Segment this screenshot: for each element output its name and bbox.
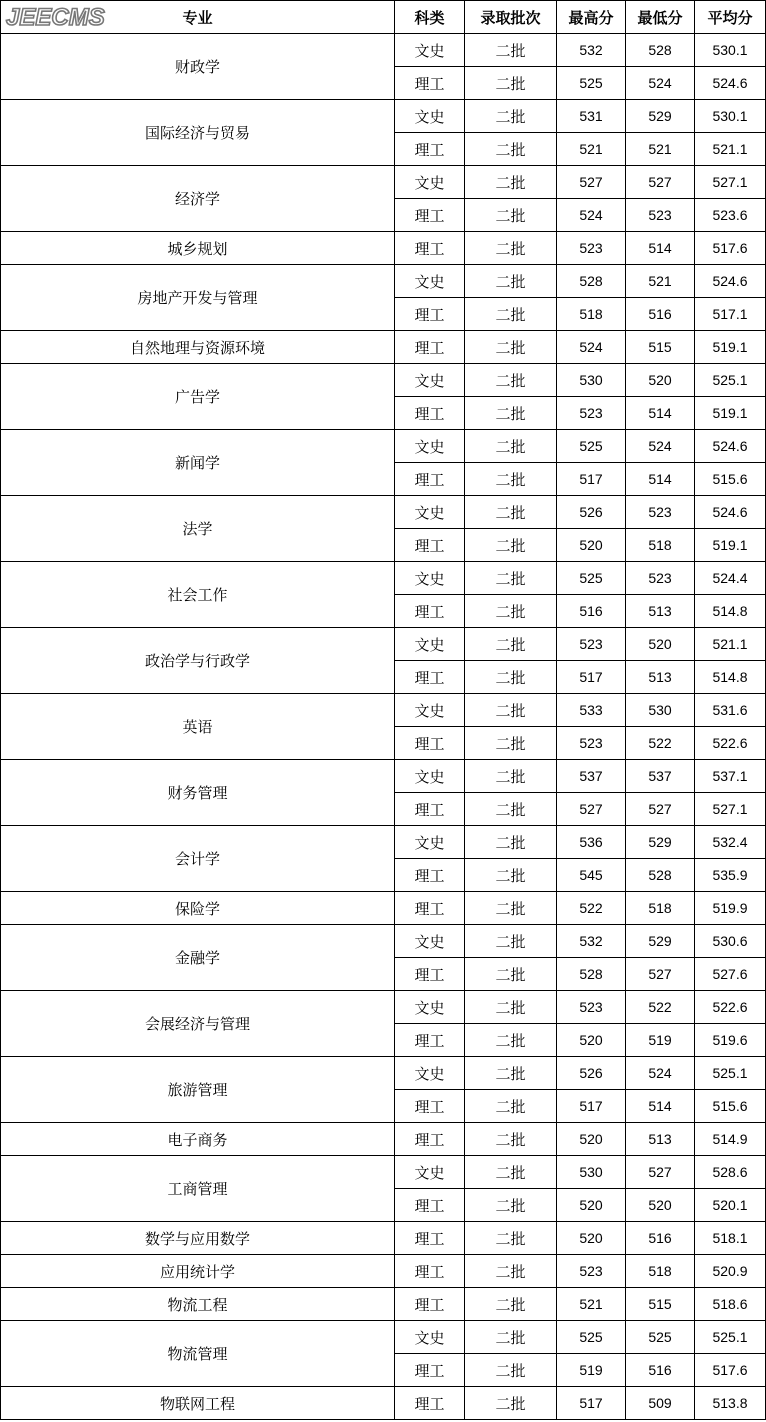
table-row — [1, 100, 766, 133]
min-cell: 529 — [626, 925, 695, 958]
major-cell: 新闻学 — [1, 430, 395, 496]
max-cell: 523 — [557, 397, 626, 430]
major-cell: 社会工作 — [1, 562, 395, 628]
max-cell: 537 — [557, 760, 626, 793]
table-row — [1, 1057, 766, 1090]
avg-cell: 522.6 — [695, 727, 766, 760]
table-row — [1, 694, 766, 727]
max-cell: 525 — [557, 562, 626, 595]
avg-cell: 537.1 — [695, 760, 766, 793]
min-cell: 519 — [626, 1024, 695, 1057]
batch-cell: 二批 — [465, 430, 557, 463]
avg-cell: 527.1 — [695, 166, 766, 199]
category-cell: 文史 — [395, 364, 465, 397]
min-cell: 529 — [626, 826, 695, 859]
major-cell: 物流工程 — [1, 1288, 395, 1321]
avg-cell: 531.6 — [695, 694, 766, 727]
major-cell: 工商管理 — [1, 1156, 395, 1222]
batch-cell: 二批 — [465, 1255, 557, 1288]
avg-cell: 525.1 — [695, 1057, 766, 1090]
header-max: 最高分 — [557, 1, 626, 34]
max-cell: 520 — [557, 529, 626, 562]
category-cell: 理工 — [395, 727, 465, 760]
major-cell: 英语 — [1, 694, 395, 760]
min-cell: 514 — [626, 232, 695, 265]
max-cell: 521 — [557, 133, 626, 166]
max-cell: 519 — [557, 1354, 626, 1387]
min-cell: 525 — [626, 1321, 695, 1354]
category-cell: 文史 — [395, 430, 465, 463]
max-cell: 523 — [557, 232, 626, 265]
header-row — [1, 1, 766, 34]
svg-text:JEECMS: JEECMS — [6, 4, 105, 30]
min-cell: 527 — [626, 166, 695, 199]
min-cell: 520 — [626, 364, 695, 397]
batch-cell: 二批 — [465, 1189, 557, 1222]
avg-cell: 524.6 — [695, 67, 766, 100]
batch-cell: 二批 — [465, 1024, 557, 1057]
table-row — [1, 496, 766, 529]
batch-cell: 二批 — [465, 760, 557, 793]
max-cell: 526 — [557, 1057, 626, 1090]
category-cell: 理工 — [395, 1288, 465, 1321]
min-cell: 529 — [626, 100, 695, 133]
category-cell: 理工 — [395, 793, 465, 826]
min-cell: 523 — [626, 496, 695, 529]
max-cell: 530 — [557, 1156, 626, 1189]
batch-cell: 二批 — [465, 463, 557, 496]
max-cell: 532 — [557, 34, 626, 67]
table-row — [1, 1321, 766, 1354]
batch-cell: 二批 — [465, 793, 557, 826]
avg-cell: 517.1 — [695, 298, 766, 331]
batch-cell: 二批 — [465, 298, 557, 331]
category-cell: 文史 — [395, 100, 465, 133]
category-cell: 理工 — [395, 298, 465, 331]
major-cell: 广告学 — [1, 364, 395, 430]
min-cell: 524 — [626, 430, 695, 463]
table-row — [1, 892, 766, 925]
max-cell: 527 — [557, 793, 626, 826]
table-row — [1, 364, 766, 397]
table-row — [1, 430, 766, 463]
category-cell: 理工 — [395, 199, 465, 232]
category-cell: 理工 — [395, 1255, 465, 1288]
batch-cell: 二批 — [465, 991, 557, 1024]
min-cell: 521 — [626, 133, 695, 166]
max-cell: 531 — [557, 100, 626, 133]
min-cell: 530 — [626, 694, 695, 727]
batch-cell: 二批 — [465, 859, 557, 892]
category-cell: 文史 — [395, 265, 465, 298]
table-row — [1, 34, 766, 67]
avg-cell: 535.9 — [695, 859, 766, 892]
category-cell: 理工 — [395, 1090, 465, 1123]
max-cell: 525 — [557, 430, 626, 463]
batch-cell: 二批 — [465, 1288, 557, 1321]
batch-cell: 二批 — [465, 232, 557, 265]
category-cell: 文史 — [395, 166, 465, 199]
table-row — [1, 826, 766, 859]
max-cell: 536 — [557, 826, 626, 859]
avg-cell: 515.6 — [695, 463, 766, 496]
category-cell: 文史 — [395, 562, 465, 595]
max-cell: 522 — [557, 892, 626, 925]
avg-cell: 519.1 — [695, 331, 766, 364]
batch-cell: 二批 — [465, 727, 557, 760]
batch-cell: 二批 — [465, 661, 557, 694]
major-cell: 财政学 — [1, 34, 395, 100]
header-major — [1, 1, 395, 34]
min-cell: 514 — [626, 463, 695, 496]
min-cell: 518 — [626, 529, 695, 562]
major-cell: 物流管理 — [1, 1321, 395, 1387]
category-cell: 理工 — [395, 1222, 465, 1255]
min-cell: 513 — [626, 595, 695, 628]
major-cell: 法学 — [1, 496, 395, 562]
min-cell: 527 — [626, 793, 695, 826]
max-cell: 517 — [557, 463, 626, 496]
avg-cell: 524.6 — [695, 430, 766, 463]
max-cell: 517 — [557, 1090, 626, 1123]
max-cell: 526 — [557, 496, 626, 529]
batch-cell: 二批 — [465, 1123, 557, 1156]
avg-cell: 524.6 — [695, 265, 766, 298]
batch-cell: 二批 — [465, 694, 557, 727]
batch-cell: 二批 — [465, 1156, 557, 1189]
major-cell: 应用统计学 — [1, 1255, 395, 1288]
avg-cell: 521.1 — [695, 628, 766, 661]
min-cell: 521 — [626, 265, 695, 298]
min-cell: 527 — [626, 958, 695, 991]
max-cell: 520 — [557, 1189, 626, 1222]
table-row — [1, 628, 766, 661]
max-cell: 518 — [557, 298, 626, 331]
min-cell: 524 — [626, 1057, 695, 1090]
category-cell: 理工 — [395, 331, 465, 364]
avg-cell: 519.6 — [695, 1024, 766, 1057]
min-cell: 509 — [626, 1387, 695, 1420]
major-cell: 保险学 — [1, 892, 395, 925]
batch-cell: 二批 — [465, 1321, 557, 1354]
min-cell: 528 — [626, 34, 695, 67]
category-cell: 文史 — [395, 991, 465, 1024]
min-cell: 516 — [626, 298, 695, 331]
table-row — [1, 331, 766, 364]
avg-cell: 530.1 — [695, 34, 766, 67]
max-cell: 520 — [557, 1222, 626, 1255]
min-cell: 524 — [626, 67, 695, 100]
min-cell: 523 — [626, 199, 695, 232]
max-cell: 532 — [557, 925, 626, 958]
category-cell: 理工 — [395, 661, 465, 694]
min-cell: 528 — [626, 859, 695, 892]
min-cell: 522 — [626, 991, 695, 1024]
category-cell: 文史 — [395, 925, 465, 958]
table-row — [1, 265, 766, 298]
avg-cell: 527.6 — [695, 958, 766, 991]
batch-cell: 二批 — [465, 925, 557, 958]
header-major-label: 专业 — [182, 8, 213, 27]
category-cell: 理工 — [395, 1024, 465, 1057]
max-cell: 527 — [557, 166, 626, 199]
min-cell: 537 — [626, 760, 695, 793]
table-row — [1, 562, 766, 595]
min-cell: 513 — [626, 661, 695, 694]
category-cell: 理工 — [395, 595, 465, 628]
avg-cell: 532.4 — [695, 826, 766, 859]
max-cell: 521 — [557, 1288, 626, 1321]
major-cell: 会计学 — [1, 826, 395, 892]
category-cell: 理工 — [395, 463, 465, 496]
min-cell: 516 — [626, 1222, 695, 1255]
category-cell: 文史 — [395, 628, 465, 661]
avg-cell: 518.1 — [695, 1222, 766, 1255]
category-cell: 文史 — [395, 1057, 465, 1090]
avg-cell: 520.9 — [695, 1255, 766, 1288]
table-row — [1, 1255, 766, 1288]
category-cell: 理工 — [395, 67, 465, 100]
avg-cell: 519.1 — [695, 397, 766, 430]
category-cell: 理工 — [395, 1387, 465, 1420]
category-cell: 理工 — [395, 529, 465, 562]
min-cell: 513 — [626, 1123, 695, 1156]
avg-cell: 527.1 — [695, 793, 766, 826]
min-cell: 520 — [626, 1189, 695, 1222]
table-row — [1, 1288, 766, 1321]
max-cell: 520 — [557, 1123, 626, 1156]
avg-cell: 524.4 — [695, 562, 766, 595]
avg-cell: 519.1 — [695, 529, 766, 562]
batch-cell: 二批 — [465, 166, 557, 199]
batch-cell: 二批 — [465, 529, 557, 562]
min-cell: 514 — [626, 1090, 695, 1123]
major-cell: 国际经济与贸易 — [1, 100, 395, 166]
batch-cell: 二批 — [465, 1387, 557, 1420]
category-cell: 理工 — [395, 958, 465, 991]
category-cell: 理工 — [395, 133, 465, 166]
max-cell: 524 — [557, 331, 626, 364]
max-cell: 525 — [557, 67, 626, 100]
max-cell: 528 — [557, 265, 626, 298]
category-cell: 文史 — [395, 1156, 465, 1189]
batch-cell: 二批 — [465, 67, 557, 100]
avg-cell: 528.6 — [695, 1156, 766, 1189]
category-cell: 理工 — [395, 859, 465, 892]
category-cell: 文史 — [395, 34, 465, 67]
avg-cell: 530.6 — [695, 925, 766, 958]
category-cell: 理工 — [395, 1123, 465, 1156]
category-cell: 文史 — [395, 694, 465, 727]
min-cell: 527 — [626, 1156, 695, 1189]
avg-cell: 520.1 — [695, 1189, 766, 1222]
avg-cell: 514.9 — [695, 1123, 766, 1156]
major-cell: 自然地理与资源环境 — [1, 331, 395, 364]
batch-cell: 二批 — [465, 331, 557, 364]
major-cell: 电子商务 — [1, 1123, 395, 1156]
category-cell: 理工 — [395, 232, 465, 265]
major-cell: 会展经济与管理 — [1, 991, 395, 1057]
batch-cell: 二批 — [465, 1222, 557, 1255]
major-cell: 房地产开发与管理 — [1, 265, 395, 331]
category-cell: 文史 — [395, 496, 465, 529]
min-cell: 515 — [626, 331, 695, 364]
table-row — [1, 925, 766, 958]
avg-cell: 530.1 — [695, 100, 766, 133]
batch-cell: 二批 — [465, 496, 557, 529]
header-min: 最低分 — [626, 1, 695, 34]
major-cell: 财务管理 — [1, 760, 395, 826]
max-cell: 524 — [557, 199, 626, 232]
avg-cell: 514.8 — [695, 595, 766, 628]
table-row — [1, 1123, 766, 1156]
batch-cell: 二批 — [465, 562, 557, 595]
table-row — [1, 1156, 766, 1189]
min-cell: 522 — [626, 727, 695, 760]
category-cell: 理工 — [395, 1354, 465, 1387]
min-cell: 523 — [626, 562, 695, 595]
batch-cell: 二批 — [465, 826, 557, 859]
table-row — [1, 1222, 766, 1255]
avg-cell: 524.6 — [695, 496, 766, 529]
table-row — [1, 760, 766, 793]
batch-cell: 二批 — [465, 1090, 557, 1123]
batch-cell: 二批 — [465, 100, 557, 133]
table-body — [1, 34, 766, 1420]
min-cell: 515 — [626, 1288, 695, 1321]
max-cell: 523 — [557, 628, 626, 661]
min-cell: 518 — [626, 892, 695, 925]
avg-cell: 521.1 — [695, 133, 766, 166]
batch-cell: 二批 — [465, 133, 557, 166]
batch-cell: 二批 — [465, 958, 557, 991]
batch-cell: 二批 — [465, 34, 557, 67]
batch-cell: 二批 — [465, 1057, 557, 1090]
batch-cell: 二批 — [465, 892, 557, 925]
avg-cell: 519.9 — [695, 892, 766, 925]
major-cell: 城乡规划 — [1, 232, 395, 265]
max-cell: 525 — [557, 1321, 626, 1354]
max-cell: 528 — [557, 958, 626, 991]
avg-cell: 517.6 — [695, 1354, 766, 1387]
major-cell: 政治学与行政学 — [1, 628, 395, 694]
avg-cell: 514.8 — [695, 661, 766, 694]
header-batch: 录取批次 — [465, 1, 557, 34]
avg-cell: 513.8 — [695, 1387, 766, 1420]
min-cell: 520 — [626, 628, 695, 661]
max-cell: 533 — [557, 694, 626, 727]
max-cell: 523 — [557, 991, 626, 1024]
batch-cell: 二批 — [465, 1354, 557, 1387]
major-cell: 旅游管理 — [1, 1057, 395, 1123]
category-cell: 文史 — [395, 826, 465, 859]
max-cell: 523 — [557, 1255, 626, 1288]
min-cell: 516 — [626, 1354, 695, 1387]
category-cell: 理工 — [395, 892, 465, 925]
category-cell: 文史 — [395, 760, 465, 793]
max-cell: 530 — [557, 364, 626, 397]
batch-cell: 二批 — [465, 265, 557, 298]
batch-cell: 二批 — [465, 595, 557, 628]
table-row — [1, 232, 766, 265]
category-cell: 理工 — [395, 397, 465, 430]
avg-cell: 522.6 — [695, 991, 766, 1024]
avg-cell: 525.1 — [695, 364, 766, 397]
max-cell: 517 — [557, 1387, 626, 1420]
max-cell: 523 — [557, 727, 626, 760]
avg-cell: 518.6 — [695, 1288, 766, 1321]
header-category: 科类 — [395, 1, 465, 34]
batch-cell: 二批 — [465, 364, 557, 397]
table-row — [1, 166, 766, 199]
avg-cell: 515.6 — [695, 1090, 766, 1123]
major-cell: 经济学 — [1, 166, 395, 232]
avg-cell: 517.6 — [695, 232, 766, 265]
max-cell: 517 — [557, 661, 626, 694]
min-cell: 518 — [626, 1255, 695, 1288]
table-row — [1, 991, 766, 1024]
table-row — [1, 1387, 766, 1420]
avg-cell: 525.1 — [695, 1321, 766, 1354]
min-cell: 514 — [626, 397, 695, 430]
major-cell: 金融学 — [1, 925, 395, 991]
header-avg: 平均分 — [695, 1, 766, 34]
batch-cell: 二批 — [465, 397, 557, 430]
jeecms-logo — [4, 4, 140, 30]
avg-cell: 523.6 — [695, 199, 766, 232]
max-cell: 545 — [557, 859, 626, 892]
batch-cell: 二批 — [465, 628, 557, 661]
major-cell: 物联网工程 — [1, 1387, 395, 1420]
category-cell: 理工 — [395, 1189, 465, 1222]
max-cell: 520 — [557, 1024, 626, 1057]
category-cell: 文史 — [395, 1321, 465, 1354]
major-cell: 数学与应用数学 — [1, 1222, 395, 1255]
batch-cell: 二批 — [465, 199, 557, 232]
max-cell: 516 — [557, 595, 626, 628]
